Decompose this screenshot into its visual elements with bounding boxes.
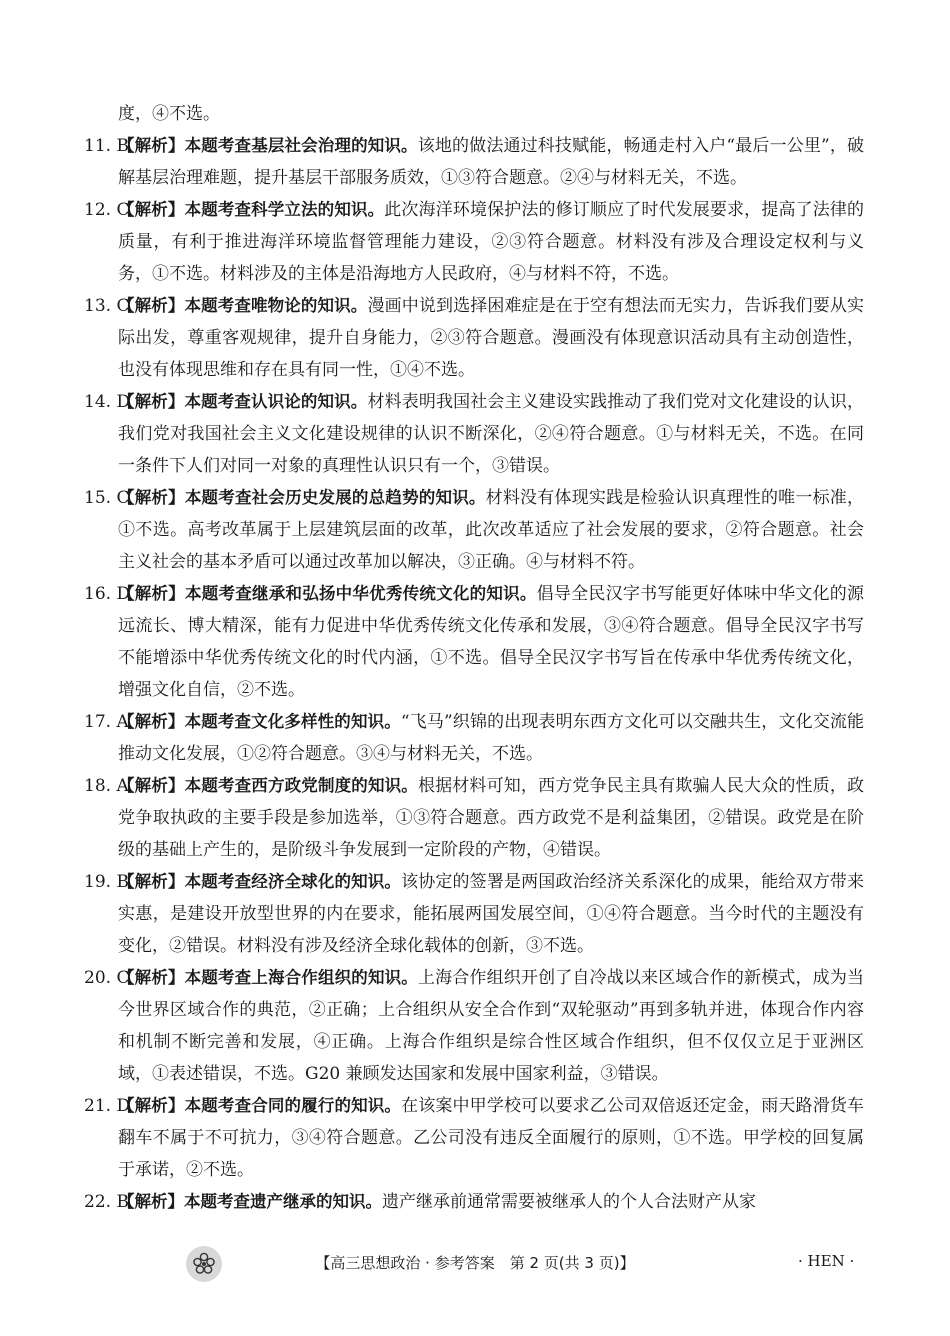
answer-item-12 <box>84 194 864 290</box>
analysis-tag: 【解析】 <box>118 968 185 987</box>
topic-text: 本题考查科学立法的知识。 <box>184 200 385 219</box>
item-number: 12. C <box>84 200 130 220</box>
topic-text: 本题考查认识论的知识。 <box>184 392 368 411</box>
analysis-tag: 【解析】 <box>118 872 185 891</box>
explanation-text: 材料没有体现实践是检验认识真理性的唯一标准，①不选。高考改革属于上层建筑层面的改革，此次改革适应了社会发展的要求，②符合题意。社会主义社会的基本矛盾可以通过改革加以解决，③正确。④与材料不符。 <box>118 488 865 572</box>
topic-text: 本题考查经济全球化的知识。 <box>184 872 402 891</box>
answer-item-11 <box>84 130 864 194</box>
region-code: · HEN · <box>798 1252 855 1270</box>
explanation-text: 该协定的签署是两国政治经济关系深化的成果，能给双方带来实惠，是建设开放型世界的内在要求，能拓展两国发展空间，①④符合题意。当今时代的主题没有变化，②错误。材料没有涉及经济全球化载体的创新，③不选。 <box>118 872 865 956</box>
analysis-tag: 【解析】 <box>118 584 185 603</box>
item-number: 11. B <box>84 136 129 156</box>
topic-text: 本题考查继承和弘扬中华优秀传统文化的知识。 <box>184 584 537 603</box>
item-number: 19. B <box>84 872 129 892</box>
answer-item-21 <box>84 1090 864 1186</box>
item-number: 13. C <box>84 296 130 316</box>
item-number: 14. D <box>84 392 131 412</box>
item-number: 15. C <box>84 488 130 508</box>
explanation-text: 漫画中说到选择困难症是在于空有想法而无实力，告诉我们要从实际出发，尊重客观规律，提升自身能力，②③符合题意。漫画没有体现意识活动具有主动创造性，也没有体现思维和存在具有同一性，①④不选。 <box>118 296 865 380</box>
answer-item-22 <box>84 1186 864 1218</box>
topic-text: 本题考查文化多样性的知识。 <box>184 712 401 731</box>
answer-item-18 <box>84 770 864 866</box>
explanation-text: 此次海洋环境保护法的修订顺应了时代发展要求，提高了法律的质量，有利于推进海洋环境监督管理能力建设，②③符合题意。材料没有涉及合理设定权利与义务，①不选。材料涉及的主体是沿海地方人民政府，④与材料不符，不选。 <box>118 200 865 284</box>
explanation-text: 倡导全民汉字书写能更好体味中华文化的源远流长、博大精深，能有力促进中华优秀传统文化传承和发展，③④符合题意。倡导全民汉字书写不能增添中华优秀传统文化的时代内涵，①不选。倡导全民汉字书写旨在传承中华优秀传统文化，增强文化自信，②不选。 <box>118 584 865 700</box>
explanation-text: 上海合作组织开创了自冷战以来区域合作的新模式，成为当今世界区域合作的典范，②正确；上合组织从安全合作到“双轮驱动”再到多轨并进，体现合作内容和机制不断完善和发展，④正确。上海合作组织是综合性区域合作组织，但不仅仅立足于亚洲区域，①表述错误，不选。G20 兼顾发达国家和发展中国家利益，③错误。 <box>118 968 865 1084</box>
analysis-tag: 【解析】 <box>118 488 185 507</box>
footer-title: 【高三思想政治 · 参考答案 第 2 页(共 3 页)】 <box>315 1254 635 1272</box>
topic-text: 本题考查社会历史发展的总趋势的知识。 <box>184 488 486 507</box>
explanation-text: 根据材料可知，西方党争民主具有欺骗人民大众的性质，政党争取执政的主要手段是参加选举，①③符合题意。西方政党不是利益集团，②错误。政党是在阶级的基础上产生的，是阶级斗争发展到一定阶段的产物，④错误。 <box>118 776 865 860</box>
answer-item-15 <box>84 482 864 578</box>
item-number: 22. B <box>84 1192 129 1212</box>
item-number: 20. C <box>84 968 130 988</box>
analysis-tag: 【解析】 <box>118 1096 185 1115</box>
answer-item-19 <box>84 866 864 962</box>
analysis-tag: 【解析】 <box>118 712 185 731</box>
topic-text: 本题考查遗产继承的知识。 <box>184 1192 382 1211</box>
analysis-tag: 【解析】 <box>118 1192 184 1211</box>
item-number: 18. A <box>84 776 129 796</box>
page-footer <box>0 1244 950 1284</box>
answer-list <box>84 130 864 1218</box>
topic-text: 本题考查基层社会治理的知识。 <box>184 136 418 155</box>
analysis-tag: 【解析】 <box>118 296 185 315</box>
item-number: 17. A <box>84 712 129 732</box>
explanation-text: 遗产继承前通常需要被继承人的个人合法财产从家 <box>382 1192 756 1212</box>
explanation-text: 该地的做法通过科技赋能，畅通走村入户“最后一公里”，破解基层治理难题，提升基层干部服务质效，①③符合题意。②④与材料无关，不选。 <box>118 136 865 188</box>
answer-item-17 <box>84 706 864 770</box>
answer-item-13 <box>84 290 864 386</box>
item-number: 21. D <box>84 1096 131 1116</box>
topic-text: 本题考查合同的履行的知识。 <box>184 1096 402 1115</box>
explanation-text: 在该案中甲学校可以要求乙公司双倍返还定金，雨天路滑货车翻车不属于不可抗力，③④符合题意。乙公司没有违反全面履行的原则，①不选。甲学校的回复属于承诺，②不选。 <box>118 1096 865 1180</box>
analysis-tag: 【解析】 <box>118 136 185 155</box>
analysis-tag: 【解析】 <box>118 776 185 795</box>
topic-text: 本题考查上海合作组织的知识。 <box>184 968 418 987</box>
topic-text: 本题考查唯物论的知识。 <box>184 296 368 315</box>
explanation-text: “飞马”织锦的出现表明东西方文化可以交融共生，文化交流能推动文化发展，①②符合题意。③④与材料无关，不选。 <box>118 712 865 764</box>
topic-text: 本题考查西方政党制度的知识。 <box>184 776 418 795</box>
flower-logo-icon <box>186 1246 222 1282</box>
item-number: 16. D <box>84 584 131 604</box>
answer-item-20 <box>84 962 864 1090</box>
analysis-tag: 【解析】 <box>118 392 185 411</box>
answer-item-16 <box>84 578 864 706</box>
continued-text: 度，④不选。 <box>118 104 220 124</box>
analysis-tag: 【解析】 <box>118 200 185 219</box>
answer-item-14 <box>84 386 864 482</box>
explanation-text: 材料表明我国社会主义建设实践推动了我们党对文化建设的认识，我们党对我国社会主义文化建设规律的认识不断深化，②④符合题意。①与材料无关，不选。在同一条件下人们对同一对象的真理性认识只有一个，③错误。 <box>118 392 865 476</box>
